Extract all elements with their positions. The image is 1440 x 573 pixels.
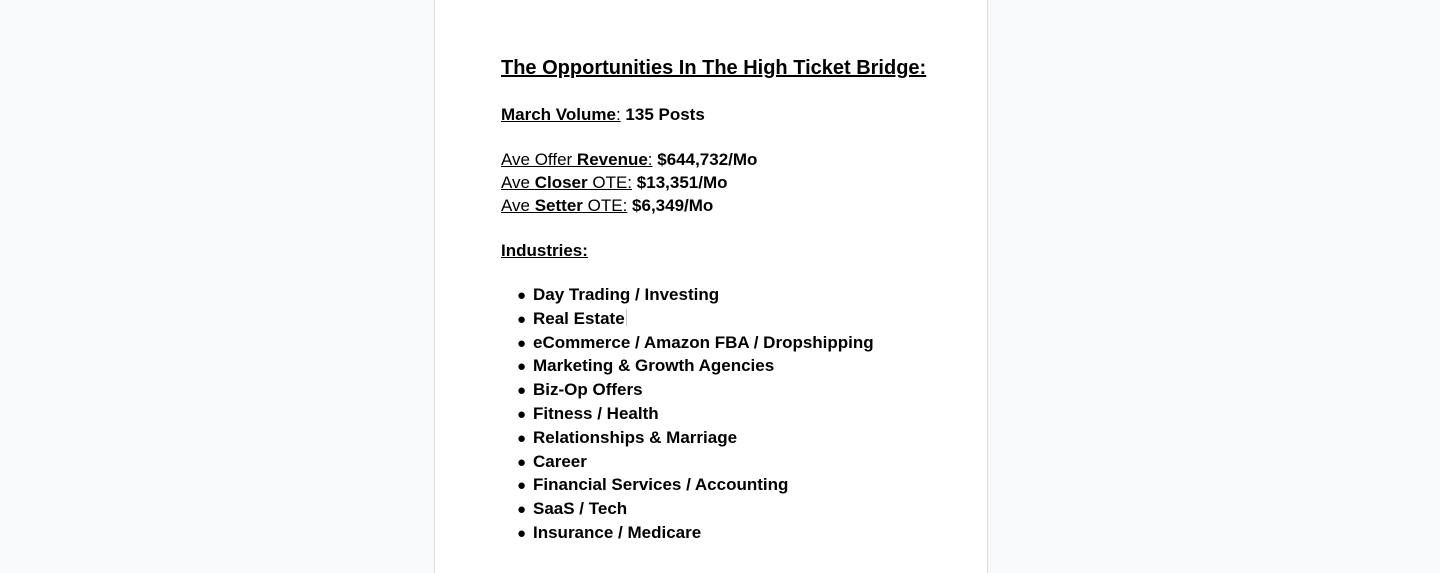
list-item	[517, 284, 961, 308]
industry-label: Financial Services / Accounting	[533, 475, 789, 495]
industry-label: Insurance / Medicare	[533, 522, 702, 542]
stat-bold: Revenue	[576, 150, 648, 169]
industry-label: Real Estate	[533, 308, 625, 328]
stat-closer-ote	[501, 171, 961, 194]
stat-value: $6,349/Mo	[632, 196, 714, 215]
industry-label: Biz-Op Offers	[533, 380, 643, 400]
stat-offer-revenue	[501, 148, 961, 171]
stat-suffix: OTE:	[587, 173, 633, 192]
bullet-icon: ●	[517, 477, 527, 495]
march-volume-line	[501, 103, 961, 126]
document-page[interactable]	[434, 0, 988, 573]
list-item	[517, 332, 961, 356]
document-body[interactable]	[501, 55, 961, 546]
bullet-icon: ●	[517, 524, 527, 542]
industry-label: Day Trading / Investing	[533, 285, 720, 304]
bullet-icon: ●	[517, 358, 527, 376]
bullet-icon: ●	[517, 334, 527, 352]
stat-bold: Setter	[534, 196, 583, 215]
list-item	[517, 474, 961, 498]
list-item	[517, 379, 961, 403]
stat-suffix: OTE:	[582, 196, 628, 215]
list-item	[517, 308, 961, 332]
march-volume-value: 135 Posts	[625, 105, 705, 124]
bullet-icon: ●	[517, 501, 527, 519]
industries-heading: Industries:	[501, 241, 588, 260]
bullet-icon: ●	[517, 429, 527, 447]
industry-label: Career	[533, 451, 587, 471]
stat-prefix: Ave	[501, 173, 535, 192]
industry-label: Marketing & Growth Agencies	[533, 356, 775, 376]
list-item	[517, 427, 961, 451]
bullet-icon: ●	[517, 287, 527, 304]
list-item	[517, 403, 961, 427]
stat-prefix: Ave	[501, 196, 535, 215]
list-item	[517, 355, 961, 379]
document-title: The Opportunities In The High Ticket Bridge:	[501, 57, 927, 79]
march-volume-sep: :	[615, 105, 621, 124]
stat-value: $644,732/Mo	[657, 150, 758, 169]
bullet-icon: ●	[517, 453, 527, 471]
industry-label: SaaS / Tech	[533, 499, 628, 519]
stat-suffix: :	[647, 150, 653, 169]
bullet-icon: ●	[517, 310, 527, 328]
march-volume-label: March Volume	[501, 105, 616, 124]
stat-bold: Closer	[534, 173, 588, 192]
list-item	[517, 522, 961, 546]
bullet-icon: ●	[517, 405, 527, 423]
text-cursor	[626, 309, 627, 326]
stat-prefix: Ave Offer	[501, 150, 577, 169]
bullet-icon: ●	[517, 382, 527, 400]
list-item	[517, 498, 961, 522]
industry-label: Relationships & Marriage	[533, 427, 738, 447]
industries-list	[501, 284, 961, 546]
list-item	[517, 451, 961, 475]
stat-setter-ote	[501, 194, 961, 217]
industry-label: eCommerce / Amazon FBA / Dropshipping	[533, 332, 874, 352]
stat-value: $13,351/Mo	[636, 173, 728, 192]
industry-label: Fitness / Health	[533, 403, 659, 423]
